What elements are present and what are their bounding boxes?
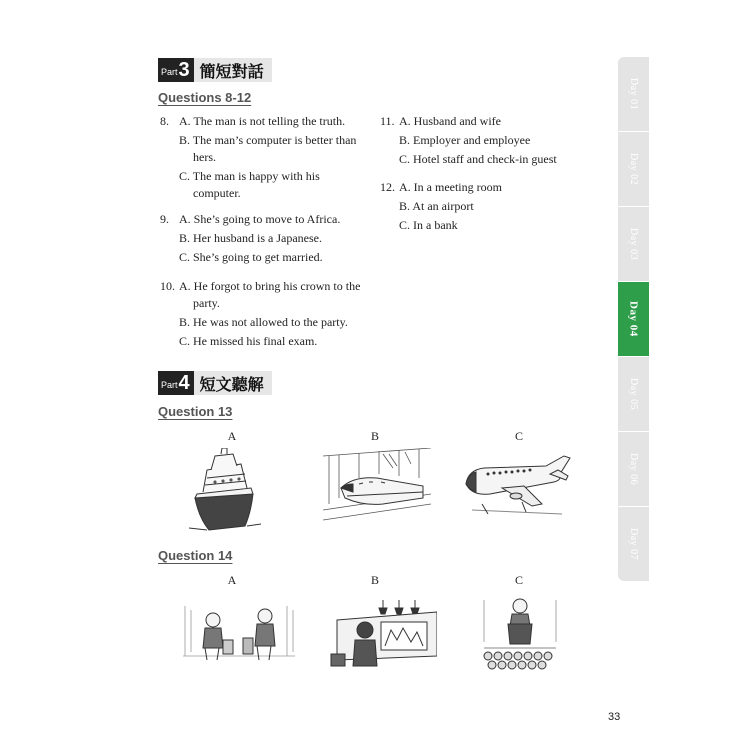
part4-badge <box>158 371 194 395</box>
option-c: C. In a bank <box>399 218 458 232</box>
train-illustration <box>323 448 431 524</box>
question-number: 12. <box>380 180 395 194</box>
page-number: 33 <box>608 711 621 723</box>
question-8 <box>160 113 370 204</box>
ship-illustration <box>185 448 265 534</box>
tab-day-03[interactable] <box>618 207 649 281</box>
question-number: 11. <box>380 114 395 128</box>
option-c: C. She’s going to get married. <box>179 250 323 264</box>
part4-number: 4 <box>178 372 190 394</box>
question-11 <box>380 113 600 170</box>
option-b: B. The man’s computer is better than hers. <box>179 133 357 164</box>
part4-label: Part <box>161 380 178 390</box>
question-10 <box>160 278 370 352</box>
q14-letter-c: C <box>514 573 523 587</box>
option-b: B. He was not allowed to the party. <box>179 315 348 329</box>
people-talking-illustration <box>183 596 295 666</box>
tab-label: Day 07 <box>628 527 639 561</box>
option-a: A. Husband and wife <box>399 114 501 128</box>
option-a: A. He forgot to bring his crown to the party. <box>179 279 361 310</box>
option-c: C. The man is happy with his computer. <box>179 169 320 200</box>
tab-label: Day 03 <box>628 227 639 261</box>
tab-day-06[interactable] <box>618 432 649 506</box>
tab-day-01[interactable] <box>618 57 649 131</box>
question-9 <box>160 211 370 268</box>
question-13-heading: Question 13 <box>158 404 233 419</box>
day-tabs <box>618 57 649 582</box>
option-b: B. Employer and employee <box>399 133 531 147</box>
question-12 <box>380 179 600 236</box>
museum-guide-illustration <box>327 600 437 672</box>
tab-label: Day 06 <box>628 452 639 486</box>
part3-header <box>158 58 272 82</box>
tab-day-02[interactable] <box>618 132 649 206</box>
tab-day-05[interactable] <box>618 357 649 431</box>
tab-day-07[interactable] <box>618 507 649 581</box>
q13-letter-c: C <box>514 429 523 443</box>
tab-label: Day 04 <box>627 301 640 337</box>
option-a: A. She’s going to move to Africa. <box>179 212 341 226</box>
tab-label: Day 01 <box>628 77 639 111</box>
question-14-heading: Question 14 <box>158 548 233 563</box>
airplane-illustration <box>462 452 574 518</box>
question-number: 8. <box>160 114 169 128</box>
part3-badge <box>158 58 194 82</box>
q13-letter-a: A <box>227 429 237 443</box>
tab-label: Day 05 <box>628 377 639 411</box>
option-b: B. Her husband is a Japanese. <box>179 231 322 245</box>
part3-number: 3 <box>178 59 190 81</box>
speech-audience-illustration <box>478 592 562 672</box>
option-c: C. Hotel staff and check-in guest <box>399 152 557 166</box>
question-number: 10. <box>160 279 175 293</box>
option-a: A. In a meeting room <box>399 180 502 194</box>
option-b: B. At an airport <box>399 199 474 213</box>
part3-label: Part <box>161 67 178 77</box>
option-c: C. He missed his final exam. <box>179 334 318 348</box>
part4-header <box>158 371 272 395</box>
question-number: 9. <box>160 212 169 226</box>
part3-title: 簡短對話 <box>199 61 264 81</box>
q13-letter-b: B <box>370 429 379 443</box>
questions-8-12-heading: Questions 8-12 <box>158 90 252 105</box>
part4-title: 短文聽解 <box>199 374 264 394</box>
tab-day-04[interactable] <box>618 282 649 356</box>
q14-letter-a: A <box>227 573 237 587</box>
option-a: A. The man is not telling the truth. <box>179 114 346 128</box>
q14-letter-b: B <box>370 573 379 587</box>
tab-label: Day 02 <box>628 152 639 186</box>
